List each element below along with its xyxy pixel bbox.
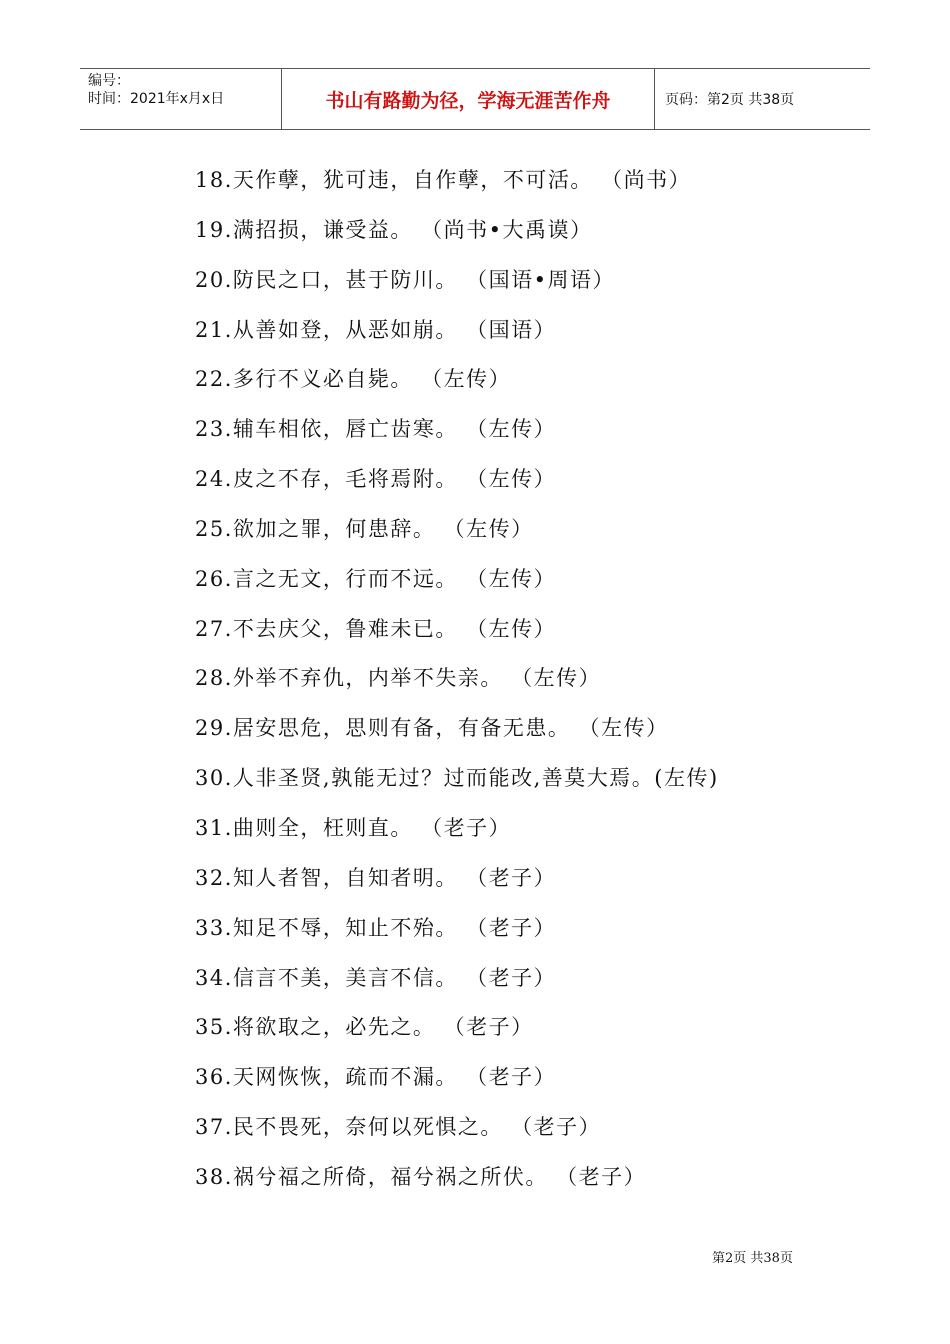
quote-item: 32.知人者智，自知者明。 （老子） [195, 865, 557, 890]
quote-item: 37.民不畏死，奈何以死惧之。 （老子） [195, 1115, 602, 1140]
quote-item: 35.将欲取之，必先之。 （老子） [195, 1015, 534, 1040]
quote-item: 25.欲加之罪，何患辞。 （左传） [195, 516, 534, 541]
quote-item: 21.从善如登，从恶如崩。 （国语） [195, 317, 557, 342]
quote-item: 19.满招损，谦受益。 （尚书•大禹谟） [195, 217, 593, 242]
quote-item: 18.天作孽，犹可违，自作孽，不可活。 （尚书） [195, 168, 692, 192]
quote-item: 28.外举不弃仇，内举不失亲。 （左传） [195, 666, 602, 691]
quote-item: 31.曲则全，枉则直。 （老子） [195, 815, 512, 840]
quote-list [195, 156, 835, 1203]
quote-item: 26.言之无文，行而不远。 （左传） [195, 566, 557, 591]
quote-item: 29.居安思危，思则有备，有备无患。 （左传） [195, 716, 669, 741]
quote-item: 30.人非圣贤,孰能无过？过而能改,善莫大焉。(左传) [195, 766, 719, 791]
quote-item: 22.多行不义必自毙。 （左传） [195, 367, 512, 392]
quote-item: 27.不去庆父，鲁难未已。 （左传） [195, 616, 557, 641]
quote-item: 34.信言不美，美言不信。 （老子） [195, 965, 557, 990]
quote-item: 38.祸兮福之所倚，福兮祸之所伏。 （老子） [195, 1164, 647, 1189]
date-label: 时间：2021年x月x日 [88, 91, 225, 107]
header-motto: 书山有路勤为径，学海无涯苦作舟 [282, 69, 655, 129]
serial-label: 编号： [88, 73, 130, 89]
header-meta [80, 69, 282, 129]
quote-item: 24.皮之不存，毛将焉附。 （左传） [195, 467, 557, 492]
page-header [80, 68, 870, 130]
quote-item: 20.防民之口，甚于防川。 （国语•周语） [195, 267, 615, 292]
quote-item: 23.辅车相依，唇亡齿寒。 （左传） [195, 417, 557, 442]
quote-item: 36.天网恢恢，疏而不漏。 （老子） [195, 1065, 557, 1090]
header-page-info: 页码：第2页 共38页 [665, 92, 795, 108]
quote-item: 33.知足不辱，知止不殆。 （老子） [195, 915, 557, 940]
page-footer: 第2页 共38页 [712, 1251, 793, 1266]
